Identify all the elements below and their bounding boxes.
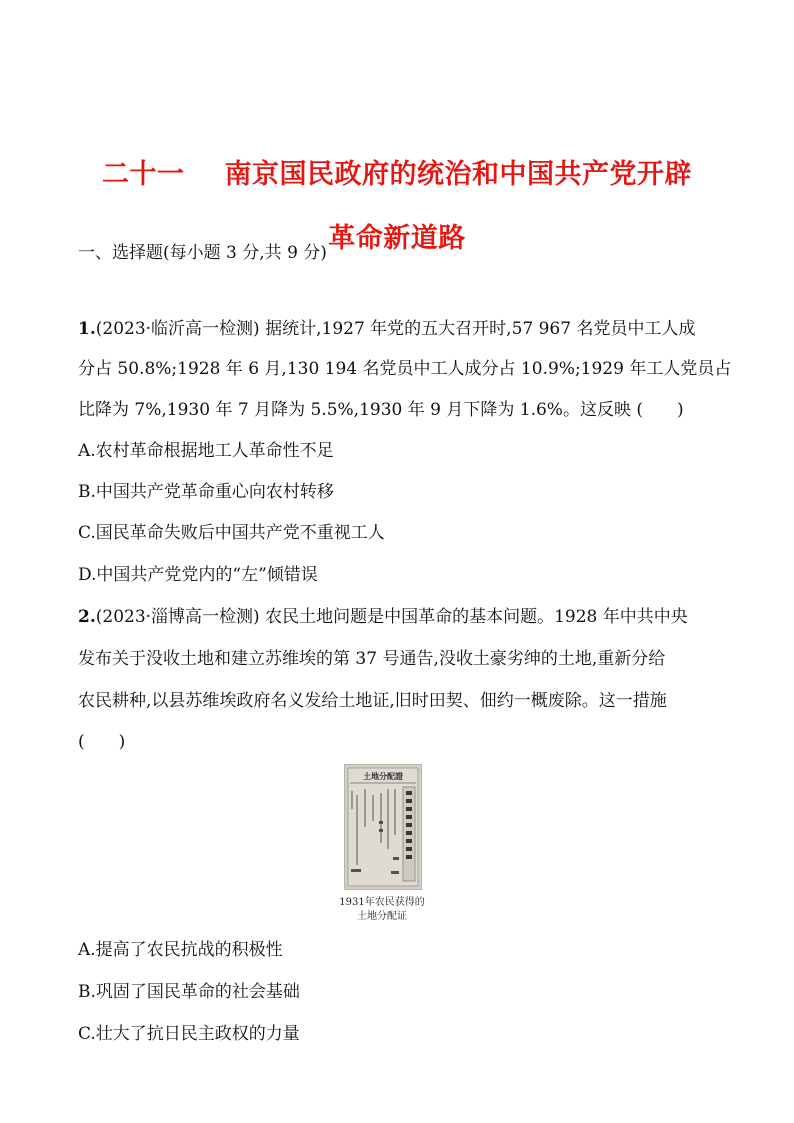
q2-number: 2. [78,607,96,627]
q1-text-1: 据统计,1927 年党的五大召开时,57 967 名党员中工人成 [265,319,696,339]
q1-text-2: 分占 50.8%;1928 年 6 月,130 194 名党员中工人成分占 10.9%;1929 年工人党员占 [78,359,732,379]
q2-text-1: 农民土地问题是中国革命的基本问题。1928 年中共中央 [265,607,688,627]
q1-line-1 [78,318,728,340]
title-main: 南京国民政府的统治和中国共产党开辟 [224,159,692,190]
q2-source: (2023·淄博高一检测) [95,607,260,627]
q2-option-c[interactable]: C.壮大了抗日民主政权的力量 [78,1024,300,1044]
page-title-line2: 革命新道路 [328,223,466,254]
q2-option-a[interactable]: A.提高了农民抗战的积极性 [78,940,283,960]
section-heading: 一、选择题(每小题 3 分,共 9 分) [78,243,327,263]
figure-caption-line2: 土地分配证 [357,911,407,922]
q1-text-3: 比降为 7%,1930 年 7 月降为 5.5%,1930 年 9 月下降为 1.6%。这反映 [78,400,631,420]
page-title [0,152,794,191]
title-prefix: 二十一 [102,159,185,190]
q1-option-a[interactable]: A.农村革命根据地工人革命性不足 [78,441,334,461]
q2-line-1 [78,606,728,628]
land-certificate-image [344,764,422,890]
q1-source: (2023·临沂高一检测) [95,319,260,339]
q2-text-2: 发布关于没收土地和建立苏维埃的第 37 号通告,没收土豪劣绅的土地,重新分给 [78,649,666,669]
q2-text-3: 农民耕种,以县苏维埃政府名义发给土地证,旧时田契、佃约一概废除。这一措施 [78,691,667,711]
q1-line-3 [78,399,728,421]
q1-number: 1. [78,319,96,339]
q1-option-d[interactable]: D.中国共产党党内的“左”倾错误 [78,565,318,585]
certificate-header: 土地分配證 [363,771,403,781]
q1-option-b[interactable]: B.中国共产党革命重心向农村转移 [78,482,334,502]
q2-answer-blank: ( ) [78,732,126,752]
q1-answer-blank: ( ) [636,400,684,420]
q2-option-b[interactable]: B.巩固了国民革命的社会基础 [78,982,300,1002]
q1-option-c[interactable]: C.国民革命失败后中国共产党不重视工人 [78,523,385,543]
figure-caption-line1: 1931年农民获得的 [339,897,425,908]
